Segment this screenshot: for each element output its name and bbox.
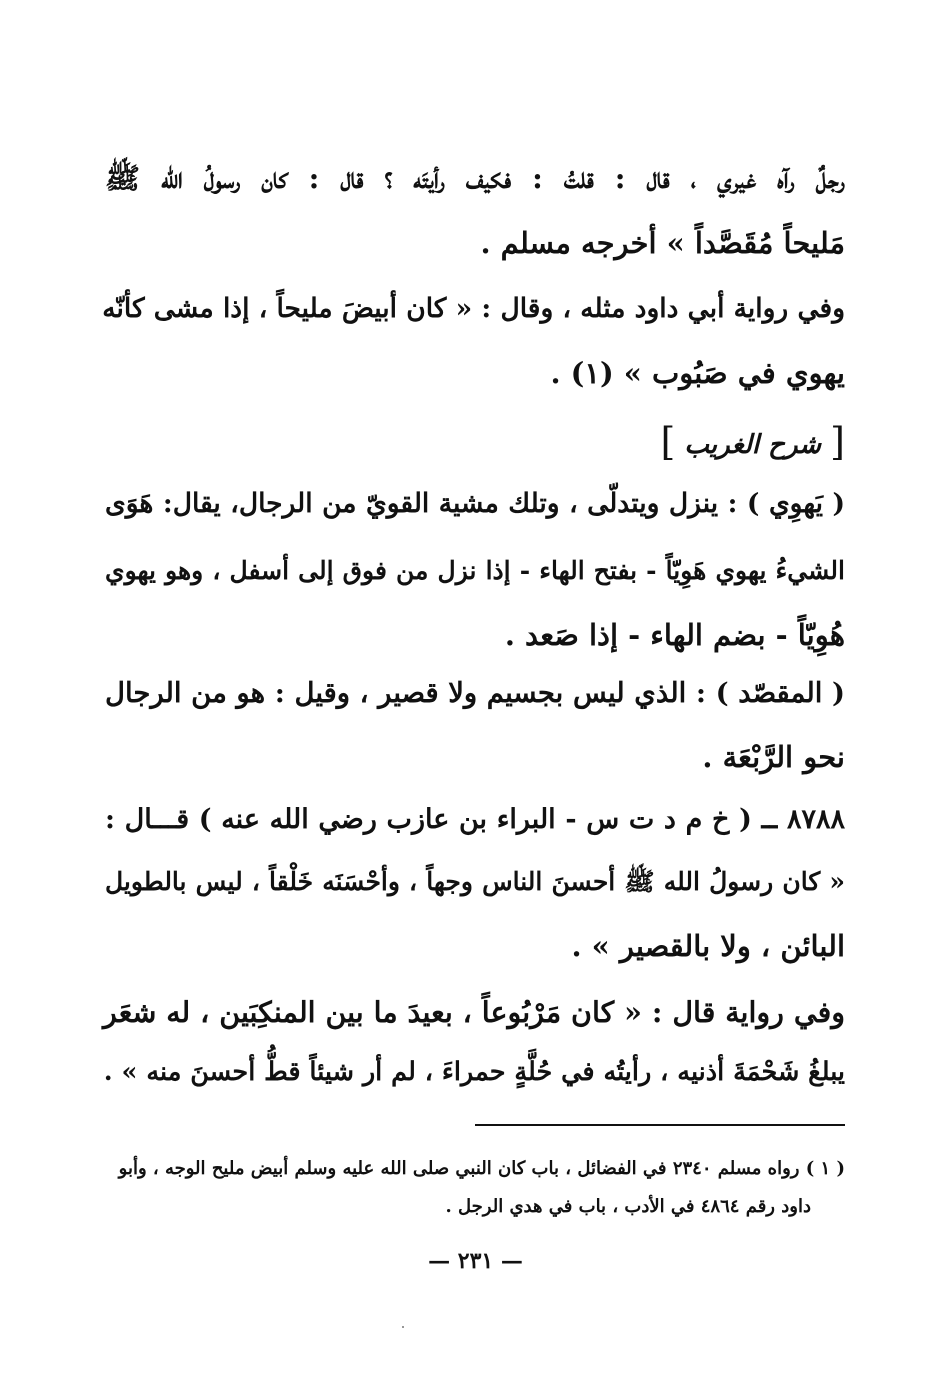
print-speck <box>402 1326 404 1328</box>
heading-text: شرح الغريب <box>684 430 822 460</box>
body-line-8: ( المقصّد ) : الذي ليس بجسيم ولا قصير ، وقيل : هو من الرجال <box>105 677 845 709</box>
body-line-7: هُوِيّاً - بضم الهاء - إذا صَعد . <box>504 618 845 652</box>
body-line-4: يهوي في صَبُوب » (١) . <box>550 356 845 390</box>
hadith-number-line: ٨٧٨٨ ــ ( خ م د ت س - البراء بن عازب رضي الله عنه ) قـــال : <box>105 804 845 835</box>
footnote-divider <box>475 1124 845 1126</box>
heading-bracket-close: ] <box>660 420 676 464</box>
section-heading <box>660 420 845 464</box>
heading-bracket-open: [ <box>830 420 845 464</box>
body-line-12: البائن ، ولا بالقصير » . <box>571 929 845 963</box>
body-line-1: رجلٌ رآه غيري ، قال : قلتُ : فكيف رأيتَه ؟ قال : كان رسولُ الله ﷺ <box>105 161 845 195</box>
body-line-9: نحو الرَّبْعَة . <box>702 740 845 774</box>
body-line-13: وفي رواية قال : « كان مَرْبُوعاً ، بعيدَ ما بين المنكِبَين ، له شعَر <box>102 995 845 1029</box>
body-line-6: الشيءُ يهوي هَوِيّاً - بفتح الهاء - إذا نزل من فوق إلى أسفل ، وهو يهوي <box>105 556 845 585</box>
body-line-2: مَليحاً مُقَصَّداً » أخرجه مسلم . <box>480 226 845 260</box>
body-line-11: « كان رسولُ الله ﷺ أحسنَ الناس وجهاً ، وأحْسَنَه خَلْقاً ، ليس بالطويل <box>105 867 845 896</box>
footnote-line-2: داود رقم ٤٨٦٤ في الأدب ، باب في هدي الرجل . <box>445 1196 811 1217</box>
footnote-line-1: ( ١ ) رواه مسلم ٢٣٤٠ في الفضائل ، باب كان النبي صلى الله عليه وسلم أبيض مليح الوجه ، وأبو <box>118 1158 845 1179</box>
body-line-14: يبلغُ شَحْمَةَ أذنيه ، رأيتُه في حُلَّةٍ حمراءَ ، لم أر شيئاً قطُّ أحسنَ منه » . <box>103 1057 845 1087</box>
page-number: — ٢٣١ — <box>428 1248 523 1274</box>
body-line-5: ( يَهوِي ) : ينزل ويتدلّى ، وتلك مشية القويّ من الرجال، يقال: هَوَى <box>105 488 845 519</box>
body-line-3: وفي رواية أبي داود مثله ، وقال : « كان أبيضَ مليحاً ، إذا مشى كأنّه <box>102 293 845 324</box>
